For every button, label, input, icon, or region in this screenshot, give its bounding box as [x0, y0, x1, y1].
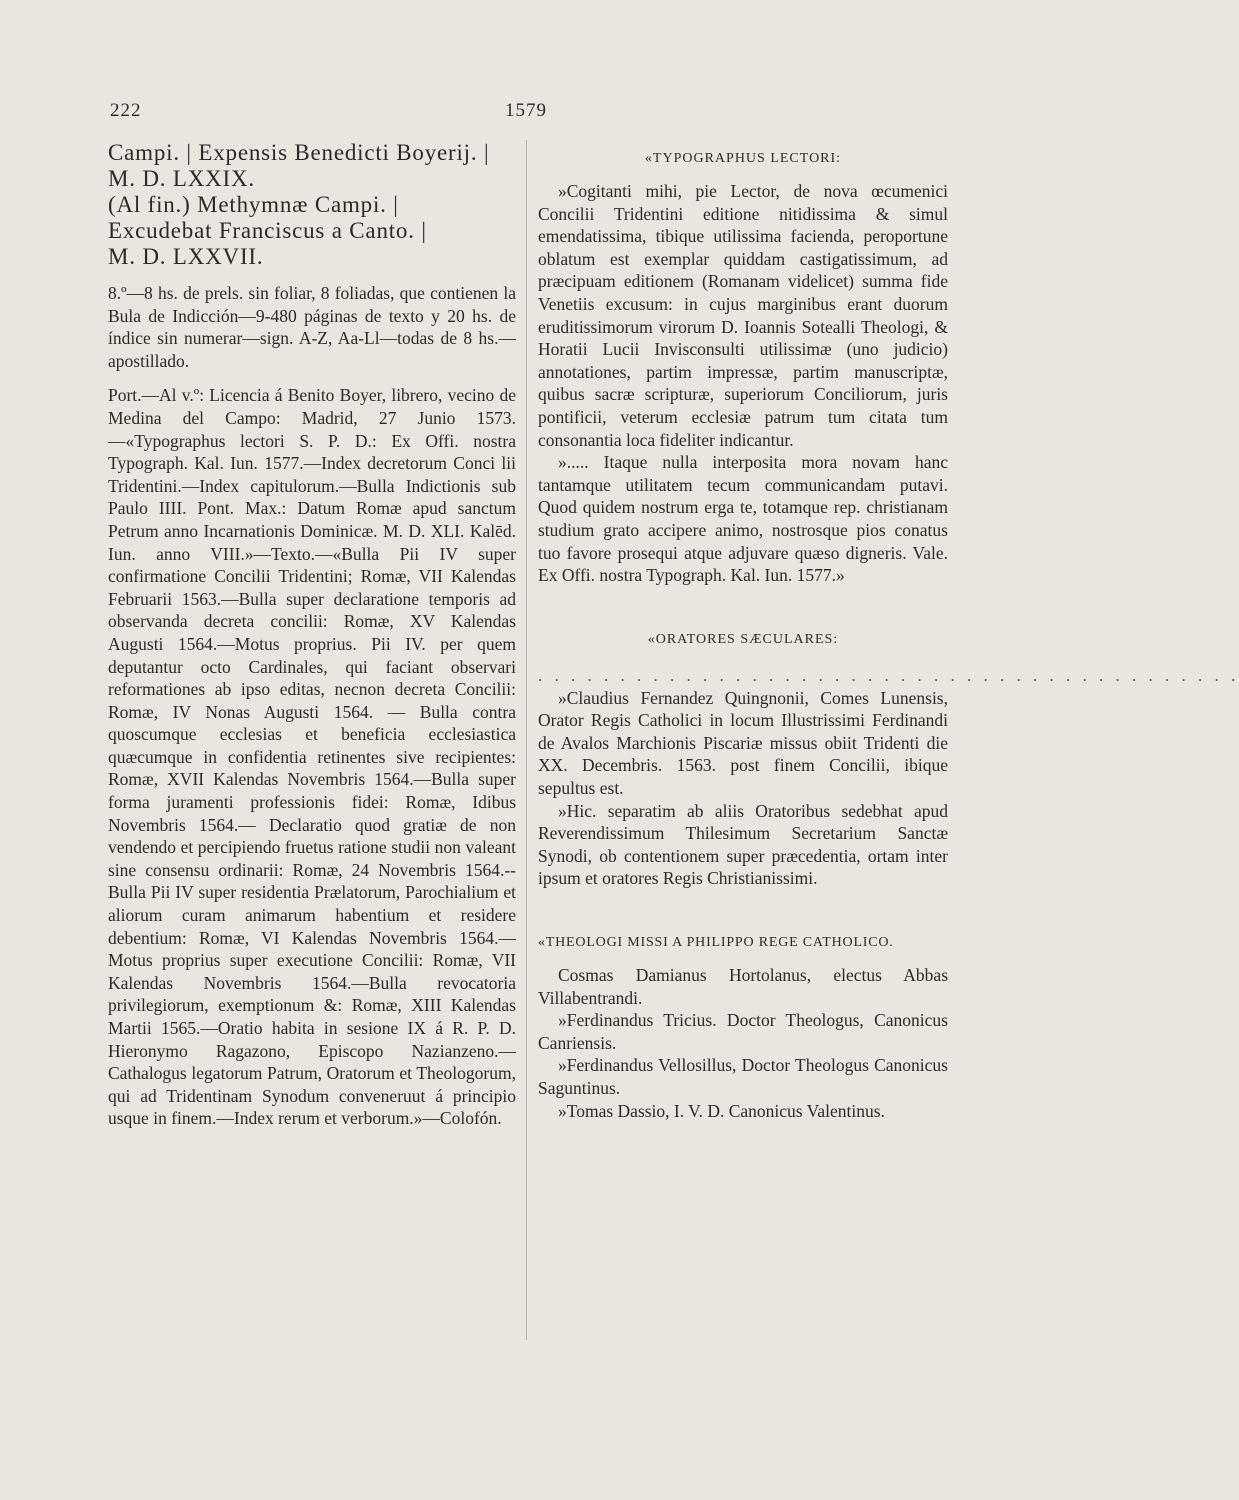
contents-description: Port.—Al v.º: Licencia á Benito Boyer, librero, vecino de Medina del Campo: Madrid, 27 Junio 1573.—«Typographus lectori S. P. D.: Ex Offi. nostra Typograph. Kal. Iun. 1577.—Index decretorum Conci lii Tridentini.—Index capitulorum.—Bulla Indictionis sub Paulo IIII. Pont. Max.: Datum Romæ apud sanctum Petrum anno Incarnationis Dominicæ. M. D. XLI. Kalēd. Iun. anno VIII.»—Texto.—«Bulla Pii IV super confirmatione Concilii Tridentini; Romæ, VII Kalendas Februarii 1563.—Bulla super declaratione temporis ad observanda decreta concilii: Romæ, XV Kalendas Augusti 1564.—Motus proprius. Pii IV. per quem deputantur octo Cardinales, qui faciant observari reformationes ab ipso editas, necnon decreta Concilii: Romæ, IV Nonas Augusti 1564. — Bulla contra quoscumque ecclesias et beneficia ecclesiastica quæcumque in confidentia retinentes sive recipientes: Romæ, XVII Kalendas Novembris 1564.—Bulla super forma juramenti professionis fidei: Romæ, Idibus Novembris 1564.— Declaratio quod gratiæ de non vendendo et percipiendo fruetus ratione studii non valeant sine consensu ordinarii: Romæ, 24 Novembris 1564.--Bulla Pii IV super residentia Prælatorum, Parochialium et aliorum curam animarum habentium et residere debentium: Romæ, VI Kalendas Novembris 1564.—Motus proprius super executione Concilii: Romæ, VII Kalendas Novembris 1564.—Bulla revocatoria privilegiorum, exemptionum &: Romæ, XIII Kalendas Martii 1565.—Oratio habita in sesione IX á R. P. D. Hieronymo Ragazono, Episcopo Nazianzeno.—Cathalogus legatorum Patrum, Oratorum et Theologorum, qui ad Tridentinam Synodum conveneruut á principio usque in finem.—Index rerum et verborum.»—Colofón.: [108, 385, 516, 1129]
heading-theologi: «THEOLOGI MISSI A PHILIPPO REGE CATHOLICO.: [538, 935, 894, 951]
title-line-3: (Al fin.) Methymnæ Campi. |: [108, 192, 399, 217]
theologus-entry-2: »Ferdinandus Tricius. Doctor Theologus, Canonicus Canriensis.: [538, 1010, 948, 1053]
oratores-paragraph-1: »Claudius Fernandez Quingnonii, Comes Lunensis, Orator Regis Catholici in locum Illustrissimi Ferdinandi de Avalos Marchionis Piscariæ missus obiit Tridenti die XX. Decembris. 1563. post finem Concilii, ibique sepultus est.: [538, 687, 948, 799]
title-line-2: M. D. LXXIX.: [108, 166, 255, 191]
title-line-1: Campi. | Expensis Benedicti Boyerij. |: [108, 140, 490, 165]
right-column: [538, 148, 1239, 1122]
book-title-block: [108, 140, 516, 270]
heading-oratores: «ORATORES SÆCULARES:: [647, 631, 839, 647]
column-divider: [526, 140, 527, 1340]
theologus-entry-4: »Tomas Dassio, I. V. D. Canonicus Valentinus.: [558, 1100, 885, 1121]
oratores-paragraph-2: »Hic. separatim ab aliis Oratoribus sedebhat apud Reverendissimum Thilesimum Secretarium Sanctæ Synodi, ob contentionem super præcedentia, ortam inter ipsum et oratores Regis Christianissimi.: [538, 800, 948, 889]
typographus-paragraph-1: »Cogitanti mihi, pie Lector, de nova œcumenici Concilii Tridentini editione nitidissima & simul emendatissima, tibique utilissima facienda, peroportune oblatum est exemplar quiddam castigatissimum, ad præcipuam editionem (Romanam videlicet) summa fide Venetiis excusum: in cujus marginibus erant duorum eruditissimorum virorum D. Ioannis Sotealli Theologi, & Horatii Lucii Invisconsulti utilissimæ (uno judicio) annotationes, partim impressæ, partim manuscriptæ, quibus sacræ scripturæ, superiorum Conciliorum, juris pontificii, veterum ecclesiæ patrum tum citata tum consonantia loca fideliter indicantur.: [538, 181, 948, 450]
theologus-entry-1: Cosmas Damianus Hortolanus, electus Abbas Villabentrandi.: [538, 965, 948, 1008]
left-column: [108, 140, 516, 1130]
physical-description: 8.º—8 hs. de prels. sin foliar, 8 foliadas, que contienen la Bula de Indicción—9-480 páginas de texto y 20 hs. de índice sin numerar—sign. A-Z, Aa-Ll—todas de 8 hs.—apostillado.: [108, 283, 516, 371]
ellipsis-line: . . . . . . . . . . . . . . . . . . . . . . . . . . . . . . . . . . . . . . . . . . .: [538, 665, 1239, 685]
title-line-4: Excudebat Franciscus a Canto. |: [108, 218, 427, 243]
typographus-paragraph-2: »..... Itaque nulla interposita mora novam hanc tantamque utilitatem tecum communicandam putavi. Quod quidem nostrum erga te, totamque rep. christianam studium grato accipere animo, nostrosque pios conatus tuo favore prosequi atque adjuvare quæso digneris. Vale. Ex Offi. nostra Typograph. Kal. Iun. 1577.»: [538, 452, 948, 586]
heading-typographus: «TYPOGRAPHUS LECTORI:: [644, 151, 842, 166]
page-number-center: 1579: [505, 100, 547, 121]
page-number-left: 222: [110, 100, 142, 121]
title-line-5: M. D. LXXVII.: [108, 244, 264, 269]
theologus-entry-3: »Ferdinandus Vellosillus, Doctor Theologus Canonicus Saguntinus.: [538, 1055, 948, 1098]
